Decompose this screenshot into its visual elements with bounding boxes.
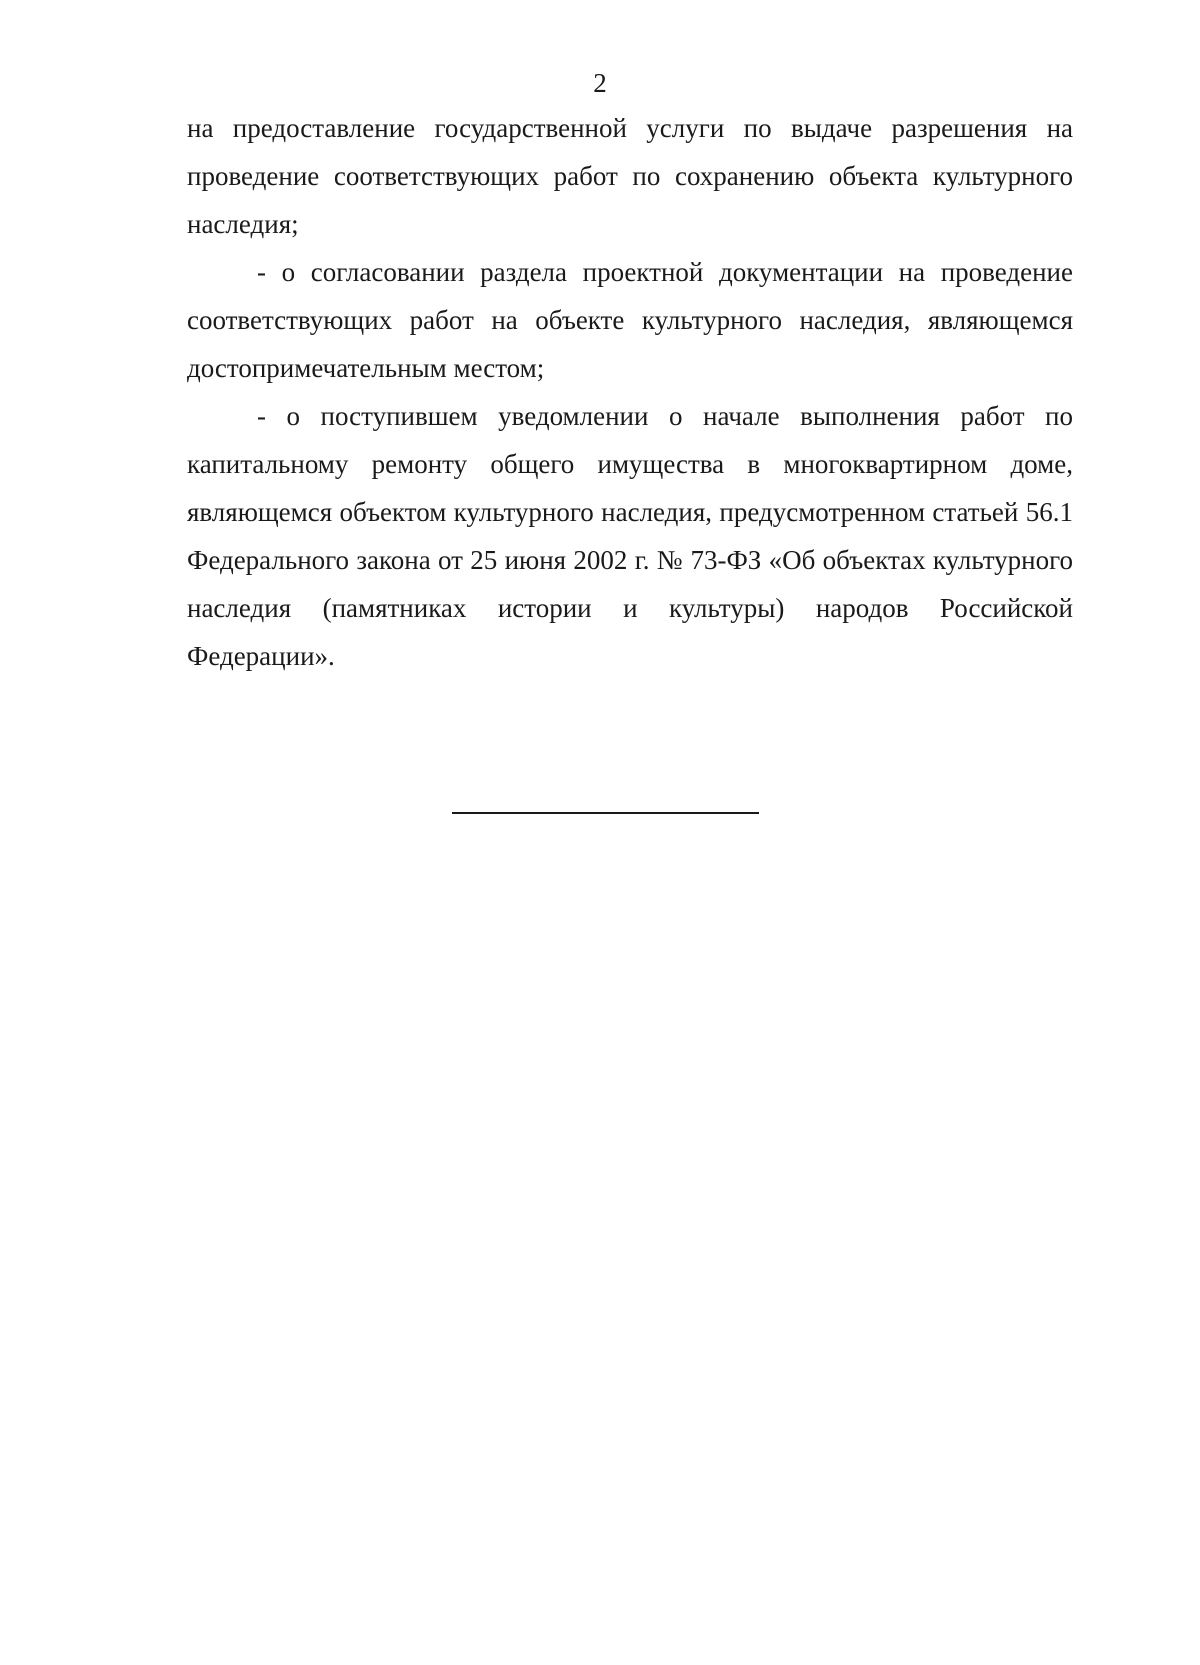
paragraph-capital-repair-notice: - о поступившем уведомлении о начале выполнения работ по капитальному ремонту общего имущества в многоквартирном доме, являющемся объектом культурного наследия, предусмотренном статьей 56.1 Федерального закона от 25 июня 2002 г. № 73-ФЗ «Об объектах культурного наследия (памятниках истории и культуры) народов Российской Федерации». (187, 401, 1073, 671)
end-of-document-rule (452, 812, 759, 814)
page-number: 2 (593, 68, 607, 98)
paragraph-project-documentation: - о согласовании раздела проектной документации на проведение соответствующих работ на объекте культурного наследия, являющемся достопримечательным местом; (187, 257, 1073, 383)
document-body (187, 104, 1073, 680)
paragraph-continuation: на предоставление государственной услуги по выдаче разрешения на проведение соответствующих работ по сохранению объекта культурного наследия; (187, 113, 1073, 239)
